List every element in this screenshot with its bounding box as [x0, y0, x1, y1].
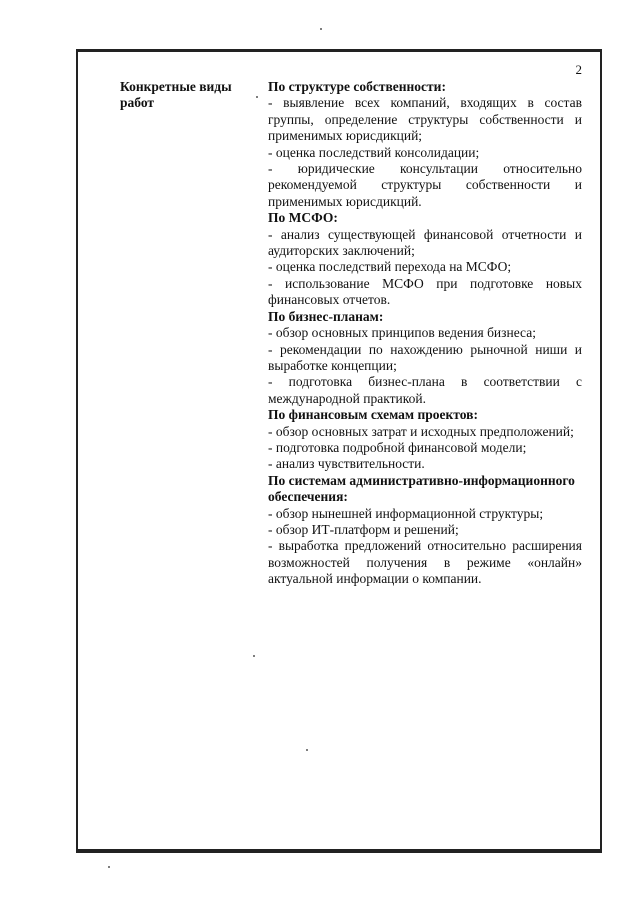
section-ownership [268, 79, 582, 210]
list-item: - обзор основных затрат и исходных предположений; [268, 423, 574, 439]
list-item: - выявление всех компаний, входящих в состав группы, определение структуры собственности и применимых юрисдикций; [268, 95, 582, 144]
list-item: - анализ существующей финансовой отчетности и аудиторских заключений; [268, 226, 582, 259]
page-border [76, 49, 602, 853]
scan-speck [253, 655, 255, 657]
scan-speck [306, 749, 308, 751]
scan-speck [256, 96, 258, 98]
section-heading: По МСФО: [268, 210, 338, 226]
list-item: - анализ чувствительности. [268, 456, 425, 472]
work-list [268, 79, 582, 588]
section-heading: По структуре собственности: [268, 79, 446, 94]
row-label: Конкретные виды работ [120, 79, 232, 111]
section-ifrs [268, 210, 582, 308]
section-business-plans [268, 309, 582, 407]
list-item: - обзор основных принципов ведения бизнеса; [268, 325, 536, 341]
section-heading: По бизнес-планам: [268, 308, 384, 324]
scan-speck [320, 28, 322, 30]
list-item: - юридические консультации относительно рекомендуемой структуры собственности и применимых юрисдикций. [268, 161, 582, 209]
page-number: 2 [575, 62, 582, 77]
list-item: - обзор нынешней информационной структуры; [268, 505, 544, 521]
list-item: - использование МСФО при подготовке новых финансовых отчетов. [268, 275, 582, 308]
list-item: - оценка последствий консолидации; [268, 144, 480, 160]
list-item: - выработка предложений относительно расширения возможностей получения в режиме «онлайн» актуальной информации о компании. [268, 538, 582, 587]
list-item: - обзор ИТ-платформ и решений; [268, 521, 459, 537]
scan-speck [108, 866, 110, 868]
list-item: - подготовка бизнес-плана в соответствии с международной практикой. [268, 374, 582, 406]
list-item: - оценка последствий перехода на МСФО; [268, 259, 512, 275]
section-heading: По финансовым схемам проектов: [268, 407, 478, 423]
section-financial-schemes [268, 407, 582, 473]
section-heading: По системам административно-информационного обеспечения: [268, 472, 575, 505]
list-item: - подготовка подробной финансовой модели; [268, 439, 527, 455]
list-item: - рекомендации по нахождению рыночной ниши и выработке концепции; [268, 341, 582, 373]
section-admin-info-systems [268, 473, 582, 588]
